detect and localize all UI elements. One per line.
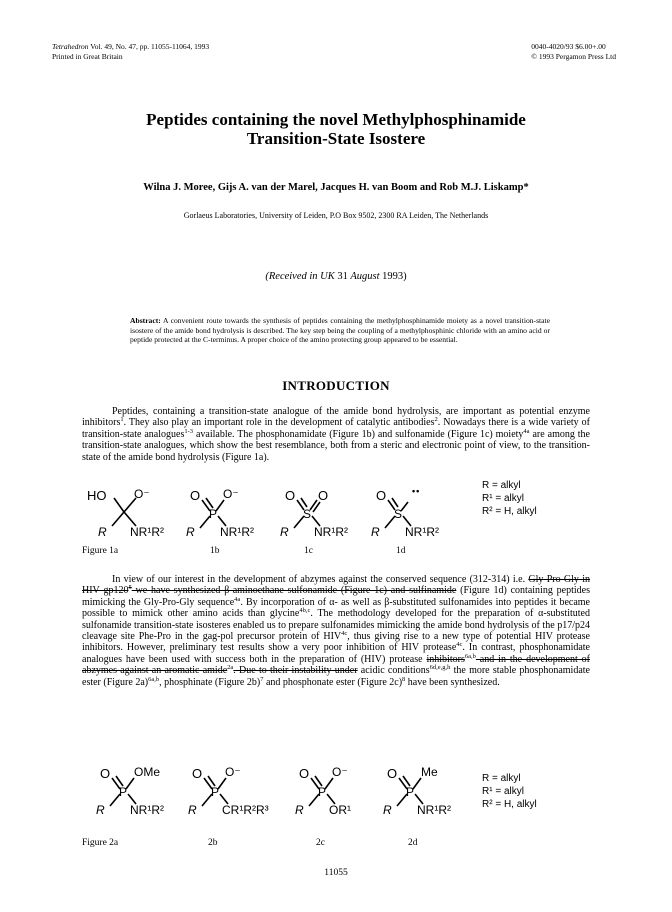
fig2a-r: R [96,803,105,817]
section-heading: INTRODUCTION [282,378,390,393]
title-line-1: Peptides containing the novel Methylphosphinamide [146,110,526,129]
fig2b-cr: CR¹R²R³ [222,803,269,817]
fig1c-r: R [280,525,289,539]
fig2d-r: R [383,803,392,817]
figure-1-caption-1d: 1d [396,546,406,556]
abstract-text: A convenient route towards the synthesis of peptides containing the methylphosphinamide moiety as a novel transition-state isostere of the amide bond hydrolysis is described. The key step being the coupling of a methylphosphinic chloride with an amino acid or peptide protected at the C-terminus. A proper choice of the amino protecting group appeared to be essential. [130,316,550,345]
fig2c-o-minus: O⁻ [332,765,348,779]
running-header-right [531,42,616,62]
fig1b-p: P [209,507,218,521]
figure-2-caption-2c: 2c [316,838,325,848]
figure-2-legend: R = alkyl R¹ = alkyl R² = H, alkyl [482,773,537,810]
figure-1-caption-1c: 1c [304,546,313,556]
fig1c-o-left: O [285,488,296,503]
paper-title [0,110,672,148]
abstract [130,316,550,345]
fig1b-r: R [186,525,195,539]
received-date: (Received in UK 31 August 1993) [265,271,407,282]
citation: Vol. 49, No. 47, pp. 11055-11064, 1993 [88,42,210,51]
issn-price: 0040-4020/93 $6.00+.00 [531,42,606,51]
printed-in: Printed in Great Britain [52,52,123,61]
figure-2-caption-2d: 2d [408,838,418,848]
received-month: August [350,271,380,282]
fig2b-p: P [211,785,220,799]
fig2d-nr: NR¹R² [417,803,451,817]
figure-1-caption-1a: Figure 1a [82,546,119,556]
fig2a-ome: OMe [134,765,161,779]
fig1b-nr: NR¹R² [220,525,254,539]
fig1a-ho: HO [87,488,107,503]
fig2d-o: O [387,766,398,781]
fig1b-o: O [190,488,201,503]
intro-paragraph-1: Peptides, containing a transition-state analogue of the amide bond hydrolysis, are important as potential enzyme inhibitors$^1$. They also play an important role in the development of catalytic antibodies$^2$. Nowadays there is a wide variety of transition-state analogues$^{1-3}$ available. The phosphonamidate (Figure 1b) and sulfonamide (Figure 1c) moiety$^{4a}$ are among the transition-state analogues, which show the best resemblance, both from a steric and electronic point of view, to the transition-state of the amide bond hydrolysis (Figure 1a). [82,406,590,463]
running-header-left [52,42,209,62]
journal-name: Tetrahedron [52,42,89,51]
copyright: © 1993 Pergamon Press Ltd [531,52,616,61]
fig2c-o: O [299,766,310,781]
figure-2-caption-2b: 2b [208,838,218,848]
fig1a-o-minus: O⁻ [134,487,150,501]
fig2c-r: R [295,803,304,817]
fig1a-r: R [98,525,107,539]
figure-1-caption-1b: 1b [210,546,220,556]
fig2a-p: P [119,785,128,799]
abstract-label: Abstract: [130,316,161,325]
fig1c-s: S [303,507,312,521]
fig1d-r: R [371,525,380,539]
fig2c-p: P [318,785,327,799]
fig1a-nr: NR¹R² [130,525,164,539]
fig1d-o: O [376,488,387,503]
figure-2-caption-2a: Figure 2a [82,838,119,848]
fig1c-o-right: O [318,488,329,503]
title-line-2: Transition-State Isostere [246,129,426,148]
fig2b-r: R [188,803,197,817]
figure-1-legend: R = alkyl R¹ = alkyl R² = H, alkyl [482,480,537,517]
fig2d-me: Me [421,765,438,779]
authors: Wilna J. Moree, Gijs A. van der Marel, Jacques H. van Boom and Rob M.J. Liskamp* [143,182,529,193]
fig2a-nr: NR¹R² [130,803,164,817]
fig2b-o-minus: O⁻ [225,765,241,779]
fig1d-s: S [394,507,403,521]
structure-1a [112,498,136,526]
fig1d-nr: NR¹R² [405,525,439,539]
fig2b-o: O [192,766,203,781]
intro-paragraph-2: In view of our interest in the development of abzymes against the conserved sequence (312-314) i.e. Gly-Pro-Gly in HIV $gp120^5$ we have synthesized β-aminoethane sulfonamide (Figure 1c) and sulfinamide (Figure 1d) containing peptides mimicking the Gly-Pro-Gly sequence$^{4a}$. By incorporation of α- as well as β-substituted sulfonamides into peptides it became possible to mimick other amino acids than glycine$^{4b,c}$. The methodology developed for the preparation of α-substituted sulfonamide transition-state isosteres enabled us to prepare sulfonamides mimicking the amide bond hydrolysis of the p17/p24 cleavage site Phe-Pro in the gag-pol precursor protein of $HIV^{4c}$, thus giving rise to a new type of potential HIV protease inhibitors. However, preliminary test results show a very poor inhibition of HIV protease$^{4c}$. In contrast, phosphonamidate analogues have been used with success both in the preparation of (HIV) protease inhibitors$^{6a,b}$ and in the development of abzymes against an aromatic amide$^{2a}$. Due to their instability under acidic conditions$^{6d,e,g,h}$ the more stable phosphonamidate ester (Figure 2a)$^{6a,b}$, phosphinate (Figure 2b)$^7$ and phosphonate ester (Figure 2c)$^8$ have been synthesized. [82,574,591,688]
received-day: 31 [337,271,348,282]
fig2c-or: OR¹ [329,803,351,817]
fig2a-o: O [100,766,111,781]
fig2d-p: P [406,785,415,799]
fig1c-nr: NR¹R² [314,525,348,539]
fig1d-lone-pair: •• [412,486,421,496]
affiliation: Gorlaeus Laboratories, University of Leiden, P.O Box 9502, 2300 RA Leiden, The Netherlands [183,211,489,220]
fig1b-o-minus: O⁻ [223,487,239,501]
page-number: 11055 [324,868,348,878]
received-year: 1993) [382,271,407,282]
